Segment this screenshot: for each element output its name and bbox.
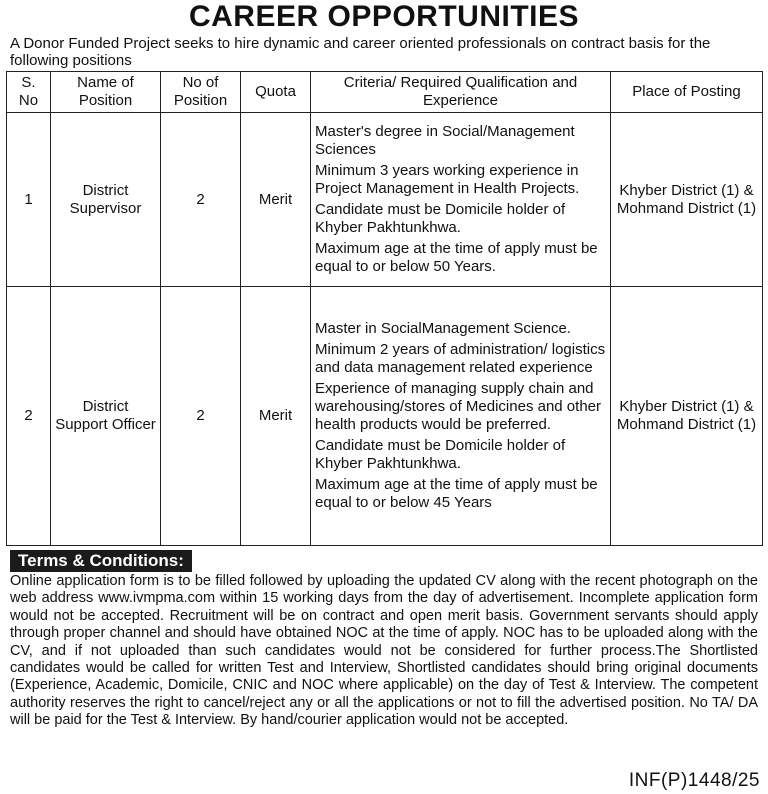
column-header-criteria: Criteria/ Required Qualification and Experience (311, 72, 611, 113)
cell-quota: Merit (241, 113, 311, 287)
criteria-item: Minimum 3 years working experience in Project Management in Health Projects. (315, 162, 580, 197)
criteria-item: Candidate must be Domicile holder of Khyber Pakhtunkhwa. (315, 201, 566, 236)
cell-posting: Khyber District (1) & Mohmand District (1) (611, 113, 763, 287)
terms-section (6, 550, 762, 730)
intro-text: A Donor Funded Project seeks to hire dynamic and career oriented professionals on contract basis for the following positions (10, 35, 711, 69)
criteria-item: Experience of managing supply chain and warehousing/stores of Medicines and other health products would be preferred. (315, 380, 601, 433)
criteria-item: Master in SocialManagement Science. (315, 320, 571, 337)
cell-sno: 2 (7, 287, 51, 546)
table-row (7, 113, 763, 287)
cell-criteria (311, 113, 611, 287)
criteria-item: Master's degree in Social/Management Sciences (315, 123, 575, 158)
terms-heading: Terms & Conditions: (10, 550, 192, 572)
terms-text: Online application form is to be filled followed by uploading the updated CV along with the recent photograph on the web address www.ivmpma.com within 15 working days from the day of advertisement. Incomplete application form would not be accepted. Recruitment will be on contract and open merit basis. Government servants should apply through proper channel and should have obtained NOC at the time of apply. NOC has to be uploaded along with the CV, and if not uploaded than such candidates would not be considered for further process.The Shortlisted candidates would be called for written Test and Interview, Shortlisted candidates should bring original documents (Experience, Academic, Domicile, CNIC and NOC where applicable) on the day of Test & Interview. The competent authority reserves the right to cancel/reject any or all the applications or not to fill the advertised position. No TA/ DA will be paid for the Test & Interview. By hand/courier application would not be accepted. (10, 573, 758, 729)
page-title: CAREER OPPORTUNITIES (6, 0, 762, 34)
cell-position-count: 2 (161, 113, 241, 287)
column-header-name: Name of Position (51, 72, 161, 113)
positions-table (6, 71, 763, 546)
cell-sno: 1 (7, 113, 51, 287)
reference-number: INF(P)1448/25 (628, 770, 760, 791)
column-header-posting: Place of Posting (611, 72, 763, 113)
criteria-item: Maximum age at the time of apply must be equal to or below 45 Years (315, 476, 598, 511)
cell-position-name: District Support Officer (51, 287, 161, 546)
table-row (7, 287, 763, 546)
column-header-sno: S. No (7, 72, 51, 113)
criteria-item: Minimum 2 years of administration/ logistics and data management related experience (315, 341, 606, 376)
criteria-item: Maximum age at the time of apply must be equal to or below 50 Years. (315, 240, 598, 275)
cell-posting: Khyber District (1) & Mohmand District (1) (611, 287, 763, 546)
table-header-row (7, 72, 763, 113)
cell-position-name: District Supervisor (51, 113, 161, 287)
cell-criteria (311, 287, 611, 546)
column-header-count: No of Position (161, 72, 241, 113)
cell-quota: Merit (241, 287, 311, 546)
column-header-quota: Quota (241, 72, 311, 113)
criteria-item: Candidate must be Domicile holder of Khyber Pakhtunkhwa. (315, 437, 566, 472)
cell-position-count: 2 (161, 287, 241, 546)
